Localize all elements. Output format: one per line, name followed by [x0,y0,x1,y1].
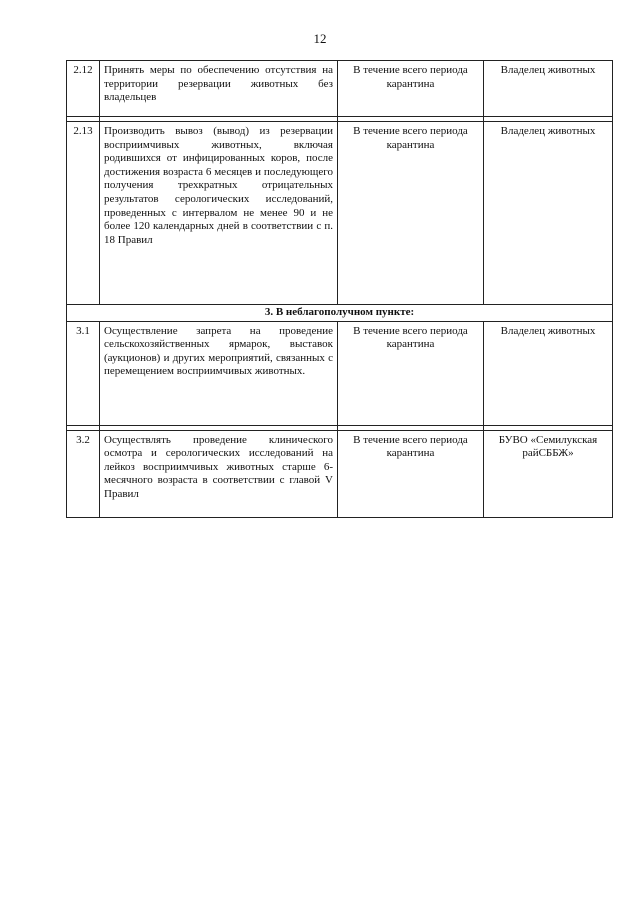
table-row [67,321,613,425]
measure-text: Принять меры по обеспечению отсутствия на территории резервации животных без владельцев [100,61,338,117]
item-number: 3.2 [67,430,100,517]
deadline-text: В течение всего периода карантина [338,430,484,517]
deadline-text: В течение всего периода карантина [338,122,484,305]
responsible-text: Владелец животных [484,61,613,117]
deadline-text: В течение всего периода карантина [338,321,484,425]
responsible-text: Владелец животных [484,122,613,305]
table-row [67,122,613,305]
table-row [67,430,613,517]
item-number: 3.1 [67,321,100,425]
quarantine-measures-table [66,60,613,518]
section-title: 3. В неблагополучном пункте: [67,305,613,322]
table-row [67,61,613,117]
item-number: 2.12 [67,61,100,117]
section-header-row [67,305,613,322]
responsible-text: Владелец животных [484,321,613,425]
item-number: 2.13 [67,122,100,305]
measure-text: Осуществлять проведение клинического осмотра и серологических исследований на лейкоз восприимчивых животных старше 6-месячного возраста в соответствии с главой V Правил [100,430,338,517]
responsible-text: БУВО «Семилукская райСББЖ» [484,430,613,517]
page-number: 12 [313,31,327,46]
measure-text: Осуществление запрета на проведение сельскохозяйственных ярмарок, выставок (аукционов) и других мероприятий, связанных с перемещением восприимчивых животных. [100,321,338,425]
measure-text: Производить вывоз (вывод) из резервации восприимчивых животных, включая родившихся от инфицированных коров, после достижения возраста 6 месяцев и последующего получения трехкратных отрицательных результатов серологических исследований, проведенных с интервалом не менее 90 и не более 120 календарных дней в соответствии с п. 18 Правил [100,122,338,305]
deadline-text: В течение всего периода карантина [338,61,484,117]
